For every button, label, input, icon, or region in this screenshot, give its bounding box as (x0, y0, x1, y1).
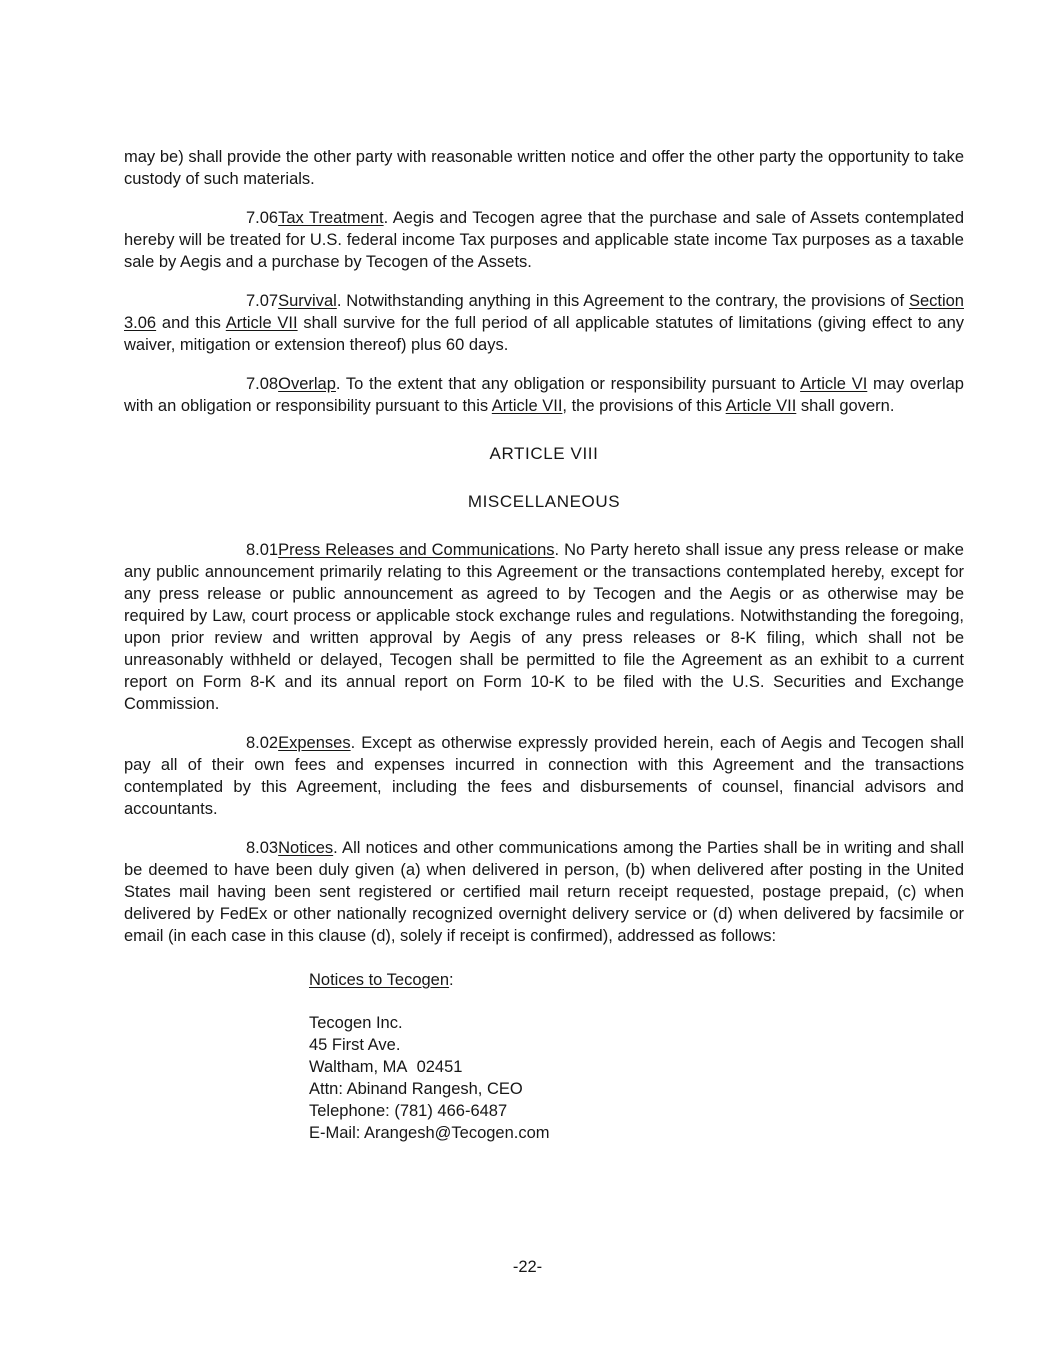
address-line-email: E-Mail: Arangesh@Tecogen.com (309, 1124, 550, 1142)
notice-address-block (309, 969, 964, 1144)
address-line-city: Waltham, MA 02451 (309, 1058, 463, 1076)
section-7-06-tax-treatment: 7.06Tax Treatment. Aegis and Tecogen agree that the purchase and sale of Assets contemplated hereby will be treated for U.S. federal income Tax purposes and applicable state income Tax purposes as a taxable sale by Aegis and a purchase by Tecogen of the Assets. (124, 209, 964, 271)
notices-to-tecogen-heading: Notices to Tecogen: (309, 971, 454, 989)
section-8-02-expenses: 8.02Expenses. Except as otherwise expressly provided herein, each of Aegis and Tecogen shall pay all of their own fees and expenses incurred in connection with this Agreement and the transactions contemplated by this Agreement, including the fees and disbursements of counsel, financial advisors and accountants. (124, 734, 964, 818)
section-7-07-survival: 7.07Survival. Notwithstanding anything in this Agreement to the contrary, the provisions of Section 3.06 and this Article VII shall survive for the full period of all applicable statutes of limitations (giving effect to any waiver, mitigation or extension thereof) plus 60 days. (124, 292, 964, 354)
document-body (124, 146, 964, 1144)
address-line-telephone: Telephone: (781) 466-6487 (309, 1102, 508, 1120)
address-line-street: 45 First Ave. (309, 1036, 401, 1054)
address-line-attn: Attn: Abinand Rangesh, CEO (309, 1080, 523, 1098)
article-viii-heading: ARTICLE VIII (489, 444, 599, 463)
address-line-company: Tecogen Inc. (309, 1014, 403, 1032)
section-8-01-press-releases: 8.01Press Releases and Communications. No Party hereto shall issue any press release or make any public announcement primarily relating to this Agreement or the transactions contemplated hereby, except for any press release or public announcement as agreed to by Tecogen and the Aegis or as otherwise may be required by Law, court process or applicable stock exchange rules and regulations. Notwithstanding the foregoing, upon prior review and written approval by Aegis of any press releases or 8-K filing, which shall not be unreasonably withheld or delayed, Tecogen shall be permitted to file the Agreement as an exhibit to a current report on Form 8-K and its annual report on Form 10-K to be filed with the U.S. Securities and Exchange Commission. (124, 541, 964, 713)
page-number: -22- (512, 1258, 543, 1276)
miscellaneous-heading: MISCELLANEOUS (467, 492, 621, 511)
section-7-08-overlap: 7.08Overlap. To the extent that any obligation or responsibility pursuant to Article VI may overlap with an obligation or responsibility pursuant to this Article VII, the provisions of this Article VII shall govern. (124, 375, 964, 415)
paragraph-continuation: may be) shall provide the other party with reasonable written notice and offer the other party the opportunity to take custody of such materials. (124, 148, 964, 188)
section-8-03-notices: 8.03Notices. All notices and other communications among the Parties shall be in writing and shall be deemed to have been duly given (a) when delivered in person, (b) when delivered after posting in the United States mail having been sent registered or certified mail return receipt requested, postage prepaid, (c) when delivered by FedEx or other nationally recognized overnight delivery service or (d) when delivered by facsimile or email (in each case in this clause (d), solely if receipt is confirmed), addressed as follows: (124, 839, 964, 945)
